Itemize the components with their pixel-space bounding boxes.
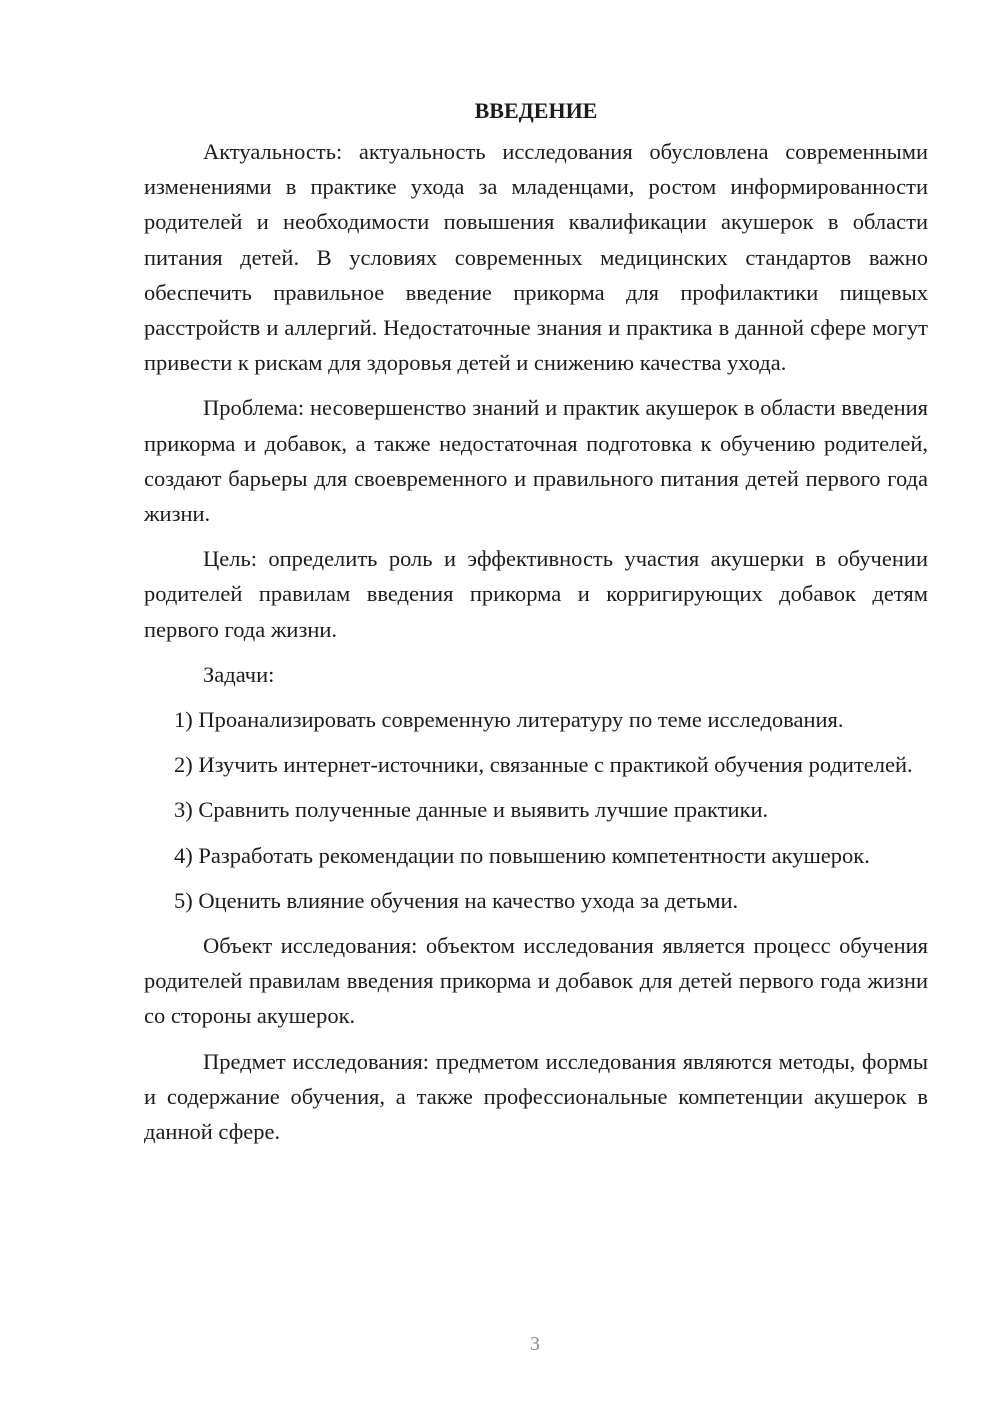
object-paragraph: Объект исследования: объектом исследования является процесс обучения родителей правилам введения прикорма и добавок для детей первого года жизни со стороны акушерок. — [144, 933, 928, 1029]
section-title: ВВЕДЕНИЕ — [474, 98, 598, 123]
page-content — [144, 93, 928, 1159]
task-item-5: 5) Оценить влияние обучения на качество ухода за детьми. — [174, 887, 739, 913]
tasks-heading: Задачи: — [203, 661, 275, 687]
task-item-2: 2) Изучить интернет-источники, связанные с практикой обучения родителей. — [174, 752, 913, 778]
relevance-paragraph: Актуальность: актуальность исследования обусловлена современными изменениями в практике ухода за младенцами, ростом информированности родителей и необходимости повышения квалификации акушерок в области питания детей. В условиях современных медицинских стандартов важно обеспечить правильное введение прикорма для профилактики пищевых расстройств и аллергий. Недостаточные знания и практика в данной сфере могут привести к рискам для здоровья детей и снижению качества ухода. — [144, 139, 928, 376]
task-item-3: 3) Сравнить полученные данные и выявить лучшие практики. — [174, 797, 769, 823]
goal-paragraph: Цель: определить роль и эффективность участия акушерки в обучении родителей правилам введения прикорма и корригирующих добавок детям первого года жизни. — [144, 546, 928, 642]
subject-paragraph: Предмет исследования: предметом исследования являются методы, формы и содержание обучения, а также профессиональные компетенции акушерок в данной сфере. — [144, 1048, 928, 1145]
problem-paragraph: Проблема: несовершенство знаний и практик акушерок в области введения прикорма и добавок, а также недостаточная подготовка к обучению родителей, создают барьеры для своевременного и правильного питания детей первого года жизни. — [144, 395, 928, 527]
task-item-4: 4) Разработать рекомендации по повышению компетентности акушерок. — [174, 842, 870, 868]
task-item-1: 1) Проанализировать современную литературу по теме исследования. — [174, 707, 844, 733]
page-number: 3 — [530, 1333, 540, 1355]
